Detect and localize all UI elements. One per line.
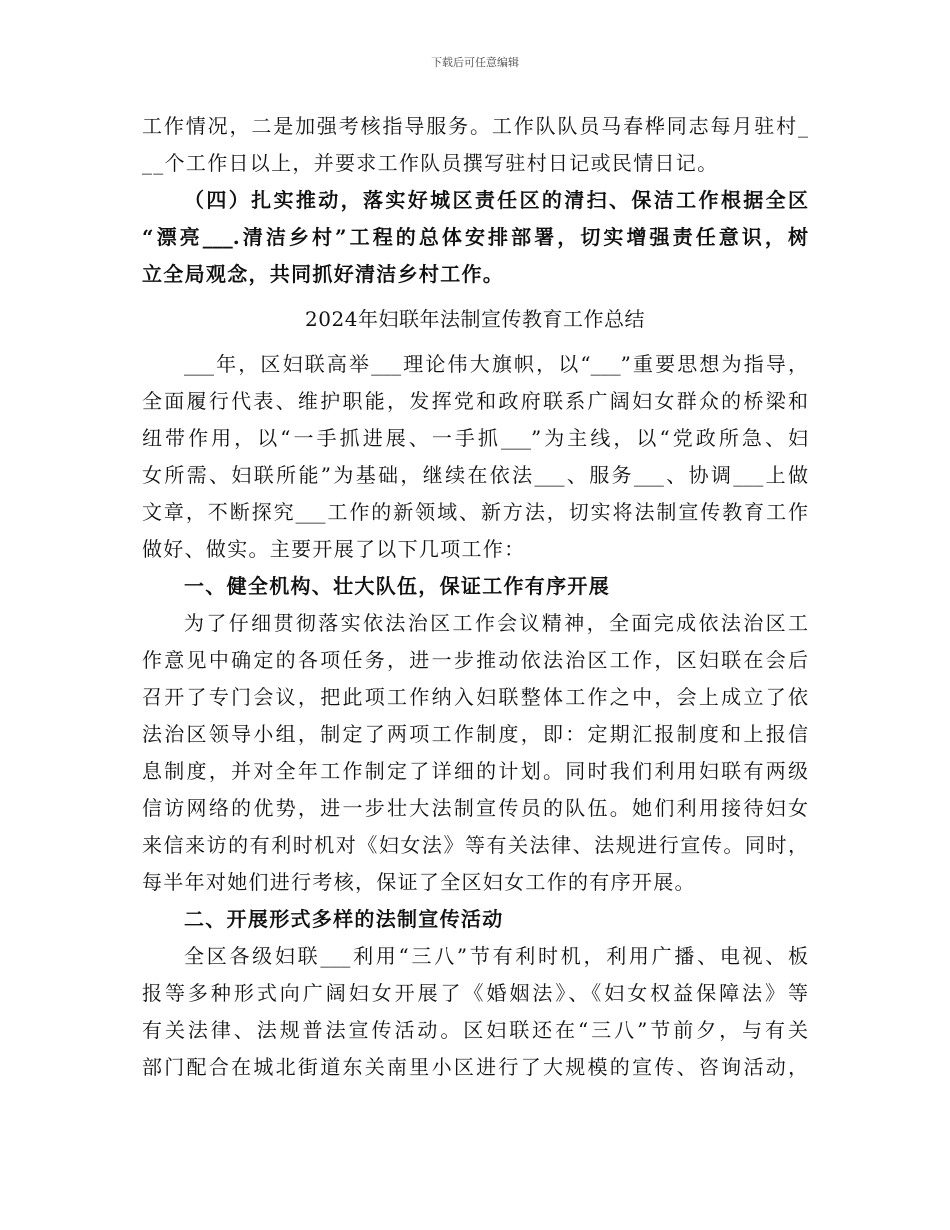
paragraph-line: 做好、做实。主要开展了以下几项工作： <box>142 537 526 561</box>
paragraph-line: 信访网络的优势，进一步壮大法制宣传员的队伍。她们利用接待妇女 <box>142 796 808 820</box>
paragraph-line: 文章，不断探究___工作的新领域、新方法，切实将法制宣传教育工作 <box>142 500 808 524</box>
paragraph-line: 法治区领导小组，制定了两项工作制度，即：定期汇报制度和上报信 <box>142 722 808 746</box>
paragraph-line: 部门配合在城北街道东关南里小区进行了大规模的宣传、咨询活动， <box>142 1055 808 1079</box>
document-body <box>142 108 808 1086</box>
paragraph-line: 报等多种形式向广阔妇女开展了《婚姻法》、《妇女权益保障法》等 <box>142 981 808 1005</box>
paragraph-line: 全面履行代表、维护职能，发挥党和政府联系广阔妇女群众的桥梁和 <box>142 389 808 413</box>
bold-paragraph-line: （四）扎实推动，落实好城区责任区的清扫、保洁工作根据全区 <box>184 188 808 212</box>
paragraph-line: 全区各级妇联___利用“三八”节有利时机，利用广播、电视、板 <box>184 944 808 968</box>
paragraph-line: __个工作日以上，并要求工作队员撰写驻村日记或民情日记。 <box>142 151 719 175</box>
bold-paragraph-line: “漂亮___.清洁乡村”工程的总体安排部署，切实增强责任意识，树 <box>142 225 808 249</box>
paragraph-line: 召开了专门会议，把此项工作纳入妇联整体工作之中，会上成立了依 <box>142 685 808 709</box>
paragraph-line: 作意见中确定的各项任务，进一步推动依法治区工作，区妇联在会后 <box>142 648 808 672</box>
paragraph-line: 来信来访的有利时机对《妇女法》等有关法律、法规进行宣传。同时， <box>142 833 808 857</box>
paragraph-line: 为了仔细贯彻落实依法治区工作会议精神，全面完成依法治区工 <box>184 611 808 635</box>
paragraph-line: 息制度，并对全年工作制定了详细的计划。同时我们利用妇联有两级 <box>142 759 808 783</box>
section-heading: 一、健全机构、壮大队伍，保证工作有序开展 <box>184 574 610 598</box>
document-title: 2024年妇联年法制宣传教育工作总结 <box>305 307 645 331</box>
bold-paragraph-line: 立全局观念，共同抓好清洁乡村工作。 <box>142 262 505 286</box>
header-note: 下载后可任意编辑 <box>431 56 519 69</box>
paragraph-line: 工作情况，二是加强考核指导服务。工作队队员马春桦同志每月驻村_ <box>142 114 808 138</box>
paragraph-line: 有关法律、法规普法宣传活动。区妇联还在“三八”节前夕，与有关 <box>142 1018 808 1042</box>
section-heading: 二、开展形式多样的法制宣传活动 <box>184 907 504 931</box>
paragraph-line: 纽带作用，以“一手抓进展、一手抓___”为主线，以“党政所急、妇 <box>142 426 808 450</box>
paragraph-line: 每半年对她们进行考核，保证了全区妇女工作的有序开展。 <box>142 870 696 894</box>
paragraph-line: 女所需、妇联所能”为基础，继续在依法___、服务___、协调___上做 <box>142 463 808 487</box>
paragraph-line: ___年，区妇联高举___理论伟大旗帜，以“___”重要思想为指导， <box>184 352 808 376</box>
